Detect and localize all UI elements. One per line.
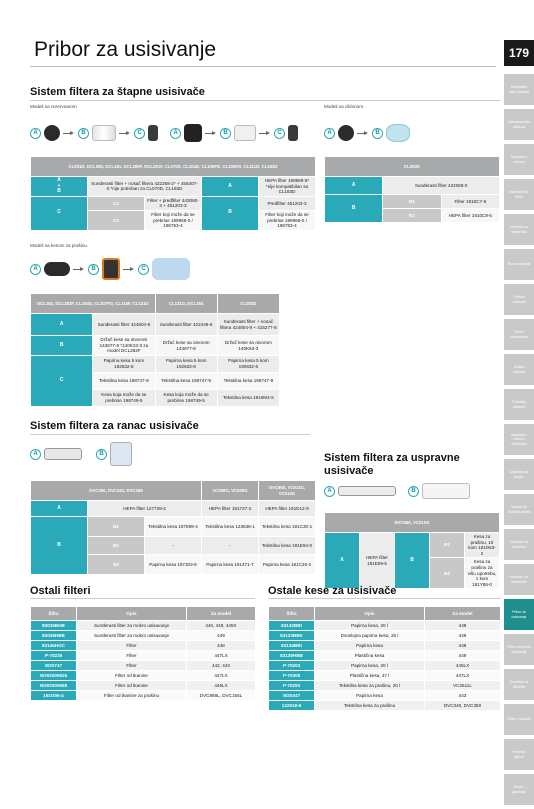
col-header: Šifra bbox=[269, 607, 315, 621]
cell: 83134BBI bbox=[269, 641, 315, 651]
cell: VC2511L bbox=[425, 681, 501, 691]
filter-diagram-cyclone bbox=[324, 124, 410, 142]
page-number: 179 bbox=[504, 40, 534, 66]
cell: Filter + predfilter 443060-3 + 451203-3 bbox=[145, 196, 202, 210]
sidebar-tab: Pribor za usisivanje bbox=[504, 599, 534, 630]
cell: HEPA filter 199989-8* *nije kompatibilan sa CL183D bbox=[259, 177, 316, 197]
section-title-backpack: Sistem filtera za ranac usisivače bbox=[30, 420, 199, 432]
cell: Filter od tkanine za prašinu bbox=[77, 691, 187, 701]
table-header: CL002D bbox=[217, 294, 279, 314]
filter-diagram-bag bbox=[30, 258, 190, 280]
label-c: C bbox=[134, 128, 145, 139]
table-row bbox=[31, 671, 256, 681]
caption-cyclone-models: Modeli sa ciklonom. bbox=[324, 104, 365, 109]
cell: HEPA filter 191E59-5 bbox=[360, 533, 395, 589]
label-a: A bbox=[324, 128, 335, 139]
table-header: DVC260, DVC261, DVC265 bbox=[31, 481, 202, 501]
col-header: Opis bbox=[77, 607, 187, 621]
cell: Papirna kesa 5 kom 192632-8 bbox=[93, 356, 155, 373]
section-divider bbox=[30, 100, 500, 101]
sidebar-tab: Ruksak usisivači bbox=[504, 284, 534, 315]
sidebar-tab: Usisivači za pepeo bbox=[504, 459, 534, 490]
cell: Sunđerasti filter 422068-0 bbox=[383, 177, 500, 195]
cell: Tekstilna kesa za prašinu bbox=[315, 701, 425, 711]
cell: Dvoslojna papirna kesa, 25 l bbox=[315, 631, 425, 641]
sponge-filter-image bbox=[44, 125, 60, 141]
cell: 83035BHB bbox=[31, 621, 77, 631]
sidebar-tab: Robotski usisivači bbox=[504, 389, 534, 420]
dust-bag-image bbox=[422, 483, 470, 499]
table-row bbox=[31, 621, 256, 631]
bag-holder-image bbox=[102, 258, 120, 280]
cell: Kesa koja može da se prebrise 198749-5 bbox=[155, 390, 217, 407]
table-header: VC008G, VC009G bbox=[202, 481, 259, 501]
cell: Plastična kesa, 47 l bbox=[315, 671, 425, 681]
label-b: B bbox=[78, 128, 89, 139]
cell: 83035HBB bbox=[31, 631, 77, 641]
cell: Sunđerasti filter za mokro usisavanje bbox=[77, 631, 187, 641]
stick-bag-table: DCL182, DCL282F, CL104D, CL107FD, CL114F, CL121D CL121D, DCL184 CL002D A Sunđerasti filter 424804-9 Sunđerasti filter 422449-6 Sunđerasti filter + nosač filtera 424804-9 + 415277-8 B Držač kese sa otvorom 143677-8 *140K23-3 za model DCL282F Držač kese sa otvorom 143677-8 Držač kese sa otvorom 140K63-3 C Papirna kesa 5 kom 192632-8 Papirna kesa 5 kom 192633-8 Papirna kesa 5 kom 190832-6 Tekstilna kesa 198747-9 Tekstilna kesa 198747-9 Tekstilna kesa 198747-9 Kesa koja može da se prebrise 198749-5 Kesa koja može da se prebrise 198749-5 Tekstilna kesa 1916M4-5 bbox=[30, 293, 280, 407]
table-row bbox=[31, 691, 256, 701]
cyclone-filter-image bbox=[386, 124, 410, 142]
cell: HEPA filter 191727-2 bbox=[202, 501, 259, 517]
label-b: B bbox=[372, 128, 383, 139]
sidebar-tab: Ručni mikrovlakni bbox=[504, 319, 534, 350]
arrow-icon bbox=[123, 267, 135, 272]
cell: 449 bbox=[425, 651, 501, 661]
cell: Papirna kesa 5 kom 190832-6 bbox=[217, 356, 279, 373]
cell: Tekstilna kesa 198747-9 bbox=[217, 373, 279, 390]
table-row bbox=[269, 671, 501, 681]
cell: Tekstilna kesa 198747-9 bbox=[93, 373, 155, 390]
cell: Filter bbox=[77, 651, 187, 661]
arrow-icon bbox=[63, 131, 75, 136]
cell: W20347 bbox=[269, 691, 315, 701]
label-a: A bbox=[30, 449, 41, 460]
table-header: DCL182, DCL282F, CL104D, CL107FD, CL114F, CL121D bbox=[31, 294, 156, 314]
cell: Sunđerasti filter + nosač filtera 422268-2* + 458407-0 *nije potreban za CL070D, CL183D bbox=[88, 177, 202, 197]
cell: Tekstilna kesa 1916M4-5 bbox=[217, 390, 279, 407]
sidebar-tab: Vodeni usisivači bbox=[504, 354, 534, 385]
cell: 448 bbox=[425, 641, 501, 651]
table-header: CL001D, DCL080, DCL181, DCL280F, DCL281F, CL070D, CL104D, CL105FD, CL106FD, CL111D, CL183D bbox=[31, 157, 316, 177]
label-b: B bbox=[408, 486, 419, 497]
hepa-filter-image bbox=[338, 486, 396, 496]
cell: HEPA filter 1910C9-5 bbox=[441, 209, 499, 223]
cell: HEPA filter 191D12-9 bbox=[259, 501, 316, 517]
label-a: A bbox=[170, 128, 181, 139]
cell: W302000525 bbox=[31, 671, 77, 681]
upright-table: DVC560, VC010G A HEPA filter 191E59-5 B B1 Kesa za prašinu, 10 kom 191D63-2 B2 Kesa za prašinu za višu upotrebu, 1 kom 191Y86-0 bbox=[324, 512, 500, 589]
table-header: DVC660, VC011G, VC012G bbox=[259, 481, 316, 501]
sidebar-tab: Usisivači s vrećom bbox=[504, 144, 534, 175]
cell: Tekstilna kesa 123636-1 bbox=[202, 517, 259, 537]
section-title-stick: Sistem filtera za štapne usisivače bbox=[30, 86, 205, 98]
cell: Papirna kesa 5 kom 192633-8 bbox=[155, 356, 217, 373]
filter-diagram-tank bbox=[30, 124, 298, 142]
cell: W302000698 bbox=[31, 681, 77, 691]
cell: P-70203 bbox=[269, 661, 315, 671]
arrow-icon bbox=[73, 267, 85, 272]
label-c: C bbox=[138, 264, 149, 275]
page-title: Pribor za usisivanje bbox=[34, 38, 217, 61]
cell: Plastična kesa bbox=[315, 651, 425, 661]
table-row bbox=[31, 631, 256, 641]
cell: Tekstilna kesa 191E94-0 bbox=[259, 537, 316, 555]
sidebar-tab: Kompaktni ručni usisivač bbox=[504, 74, 534, 105]
table-row bbox=[269, 691, 501, 701]
sponge-filter-image bbox=[338, 125, 354, 141]
cell: Sunđerasti filter 424804-9 bbox=[93, 314, 155, 336]
sidebar-tab: Usisivači za stepenište bbox=[504, 564, 534, 595]
cell: Sunđerasti filter 422449-6 bbox=[155, 314, 217, 336]
cell: Sunđerasti filter za mokro usisavanje bbox=[77, 621, 187, 631]
cell: 447LX bbox=[187, 651, 256, 661]
col-header: Za model bbox=[425, 607, 501, 621]
cell: - bbox=[202, 537, 259, 555]
section-title-bags: Ostale kese za usisivače bbox=[268, 585, 397, 597]
cell: 445LX bbox=[425, 661, 501, 671]
cell: Tekstilna kesa 198747-9 bbox=[155, 373, 217, 390]
section-divider bbox=[30, 434, 310, 435]
hepa-filter-image bbox=[234, 125, 256, 141]
cell: 122918-6 bbox=[269, 701, 315, 711]
label-b: B bbox=[220, 128, 231, 139]
sidebar-tab: Četke i nastavci bbox=[504, 704, 534, 735]
label-a: A bbox=[30, 264, 41, 275]
table-row bbox=[269, 701, 501, 711]
label-b: B bbox=[96, 449, 107, 460]
cell: Kesa za prašinu za višu upotrebu, 1 kom 191Y86-0 bbox=[465, 558, 500, 589]
cell: Filter bbox=[77, 661, 187, 671]
cell: 448 bbox=[187, 641, 256, 651]
cell: - bbox=[145, 537, 202, 555]
arrow-icon bbox=[205, 131, 217, 136]
cell: 449 bbox=[425, 621, 501, 631]
cell: 443 bbox=[425, 691, 501, 701]
label-c: C bbox=[274, 128, 285, 139]
table-row bbox=[269, 621, 501, 631]
cell: Kesa koja može da se prebrise 198749-5 bbox=[93, 390, 155, 407]
cell: 447LX bbox=[425, 671, 501, 681]
hepa-filter-image bbox=[44, 448, 82, 460]
table-row bbox=[31, 661, 256, 671]
other-filters-table bbox=[30, 606, 256, 701]
cell: Tekstilna kesa za prašinu, 20 l bbox=[315, 681, 425, 691]
section-title-filters: Ostali filteri bbox=[30, 585, 91, 597]
textile-bag-image bbox=[110, 442, 132, 466]
cell: Papirna kesa 191471-7 bbox=[202, 555, 259, 575]
arrow-icon bbox=[357, 131, 369, 136]
table-header: CL003D bbox=[325, 157, 500, 177]
cell: Filter koji može da se prebrise 199966-0 / 196753-4 bbox=[145, 210, 202, 230]
sidebar-tab: Pribor za mokro usisivanje bbox=[504, 634, 534, 665]
stick-filter-table-2: CL003D A Sunđerasti filter 422068-0 B B1 Filter 1910C7-9 B2 HEPA filter 1910C9-5 bbox=[324, 156, 500, 223]
caption-bag-models: Modeli sa kesom za prašinu bbox=[30, 243, 87, 248]
cell: 83139HBB bbox=[269, 651, 315, 661]
sponge-filter-image bbox=[44, 262, 70, 276]
arrow-icon bbox=[119, 131, 131, 136]
cell: Papirna kesa, 20 l bbox=[315, 661, 425, 671]
cell: 191G06-4 bbox=[31, 691, 77, 701]
table-row bbox=[31, 651, 256, 661]
cell: Filter od tkanine bbox=[77, 681, 187, 691]
cell: Predfilter 451203-3 bbox=[259, 196, 316, 210]
cell: 83145HGC bbox=[31, 641, 77, 651]
cell: 446LX bbox=[187, 681, 256, 691]
cell: P-70306 bbox=[269, 671, 315, 681]
cell: DVC866L, DVC155L bbox=[187, 691, 256, 701]
cell: Držač kese sa otvorom 143677-8 *140K23-3 za model DCL282F bbox=[93, 336, 155, 356]
table-row bbox=[269, 681, 501, 691]
cell: Filter 1910C7-9 bbox=[441, 195, 499, 209]
filter-holder-image bbox=[184, 124, 202, 142]
backpack-table: DVC260, DVC261, DVC265 VC008G, VC009G DVC660, VC011G, VC012G A HEPA filter 127729-2 HEPA filter 191727-2 HEPA filter 191D12-9 B B1 Tekstilna kesa 197899-3 Tekstilna kesa 123636-1 Tekstilna kesa 191C30-1 B2 - - Tekstilna kesa 191E94-0 B3 Papirna kesa 197303-8 Papirna kesa 191471-7 Papirna kesa 191C26-2 bbox=[30, 480, 316, 575]
table-row bbox=[31, 681, 256, 691]
table-row bbox=[269, 661, 501, 671]
cell: Papirna kesa 191C26-2 bbox=[259, 555, 316, 575]
sidebar-tab: Ručni usisivači bbox=[504, 249, 534, 280]
filter-diagram-upright bbox=[324, 483, 470, 499]
sidebar-tab: Rezervni dijelovi bbox=[504, 739, 534, 770]
label-a: A bbox=[30, 128, 41, 139]
cell: Papirna kesa bbox=[315, 641, 425, 651]
prefilter-image bbox=[148, 125, 158, 141]
cell: Filter koji može da se prebrise 199966-0 / 196753-4 bbox=[259, 210, 316, 230]
cell: Papirna kesa bbox=[315, 691, 425, 701]
cell: Držač kese sa otvorom 143677-8 bbox=[155, 336, 217, 356]
sidebar-tab: Usisivači bez vreće bbox=[504, 179, 534, 210]
cell: Papirna kesa 197303-8 bbox=[145, 555, 202, 575]
table-row bbox=[269, 651, 501, 661]
sidebar-tab: Sredstva za čišćenje bbox=[504, 669, 534, 700]
dust-bag-image bbox=[152, 258, 190, 280]
sidebar-tab: Sustavi za čišćenje parom bbox=[504, 494, 534, 525]
cell: 83133BBK bbox=[269, 631, 315, 641]
cell: 449 bbox=[187, 631, 256, 641]
sidebar-tab: Usisivači za radionicu bbox=[504, 529, 534, 560]
sidebar-tab: Usisivači s mokrim čišćenjem bbox=[504, 424, 534, 455]
cell: HEPA filter 127729-2 bbox=[88, 501, 202, 517]
sidebar-tab: Servis i garancija bbox=[504, 774, 534, 805]
arrow-icon bbox=[259, 131, 271, 136]
section-divider bbox=[268, 598, 500, 599]
cell: 442, 443 bbox=[187, 661, 256, 671]
prefilter-image bbox=[288, 125, 298, 141]
cell: 447LX bbox=[187, 671, 256, 681]
cell: Tekstilna kesa 197899-3 bbox=[145, 517, 202, 537]
cell: Filter bbox=[77, 641, 187, 651]
label-a: A bbox=[324, 486, 335, 497]
cell: Kesa za prašinu, 10 kom 191D63-2 bbox=[465, 533, 500, 558]
sidebar-tab: Usisivači za stepenište bbox=[504, 214, 534, 245]
table-row bbox=[269, 631, 501, 641]
section-divider bbox=[30, 598, 255, 599]
cell: DVC340, DVC350 bbox=[425, 701, 501, 711]
col-header: Šifra bbox=[31, 607, 77, 621]
table-row bbox=[269, 641, 501, 651]
cell: Papirna kesa, 20 l bbox=[315, 621, 425, 631]
cell: P-70225 bbox=[31, 651, 77, 661]
table-header: DVC560, VC010G bbox=[325, 513, 500, 533]
cell: W20747 bbox=[31, 661, 77, 671]
cell: Držač kese sa otvorom 140K63-3 bbox=[217, 336, 279, 356]
col-header: Opis bbox=[315, 607, 425, 621]
filter-diagram-backpack bbox=[30, 442, 132, 466]
col-header: Za model bbox=[187, 607, 256, 621]
hepa-filter-image bbox=[92, 125, 116, 141]
cell: 83132BBI bbox=[269, 621, 315, 631]
other-bags-table bbox=[268, 606, 501, 711]
category-sidebar bbox=[504, 74, 534, 809]
cell: Tekstilna kesa 191C30-1 bbox=[259, 517, 316, 537]
cell: 449 bbox=[425, 631, 501, 641]
cell: Sunđerasti filter + nosač filtera 424804-9 + 415277-8 bbox=[217, 314, 279, 336]
header-divider bbox=[30, 66, 496, 67]
cell: 440, 448, 445X bbox=[187, 621, 256, 631]
cell: Filter od tkanine bbox=[77, 671, 187, 681]
stick-filter-table-1: CL001D, DCL080, DCL181, DCL280F, DCL281F, CL070D, CL104D, CL105FD, CL106FD, CL111D, CL183D A + B Sunđerasti filter + nosač filtera 422268-2* + 458407-0 *nije potreban za CL070D, CL183D A HEPA filter 199989-8* *nije kompatibilan sa CL183D C C1 Filter + predfilter 443060-3 + 451203-3 B Predfilter 451203-3 C2 Filter koji može da se prebrise 199966-0 / 196753-4 Filter koji može da se prebrise 199966-0 / 196753-4 bbox=[30, 156, 316, 231]
section-title-upright: Sistem filtera za uspravne usisivače bbox=[324, 452, 460, 477]
cell: P-70293 bbox=[269, 681, 315, 691]
sidebar-tab: Višenamjenski usisivači bbox=[504, 109, 534, 140]
label-b: B bbox=[88, 264, 99, 275]
table-row bbox=[31, 641, 256, 651]
caption-tank-models: Modeli sa rezervoarom bbox=[30, 104, 77, 109]
table-header: CL121D, DCL184 bbox=[155, 294, 217, 314]
